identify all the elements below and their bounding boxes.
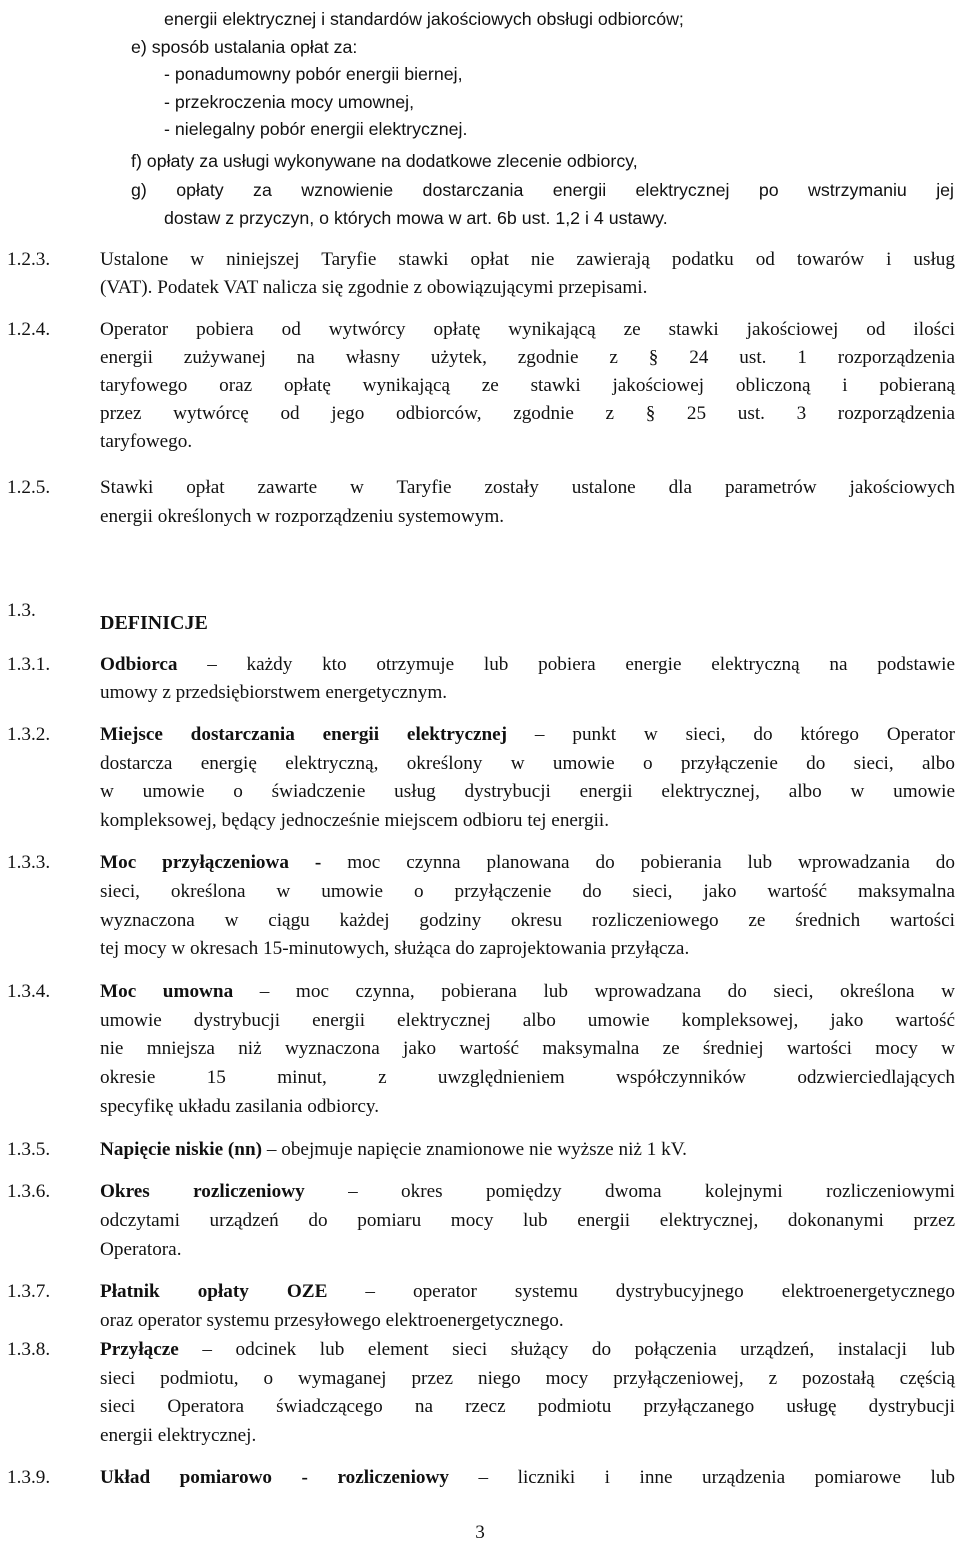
definition-text: tej mocy w okresach 15-minutowych, służąca do zaprojektowania przyłącza. [100, 938, 690, 959]
list-item-g: g) opłaty za wznowienie dostarczania energii elektrycznej po wstrzymaniu jej [131, 180, 954, 200]
definition-text: w umowie o świadczenie usług dystrybucji energii elektrycznej, albo w umowie [100, 781, 955, 802]
definition-text: specyfikę układu zasilania odbiorcy. [100, 1096, 380, 1117]
definition-number: 1.3.2. [7, 724, 51, 745]
definition-term: Płatnik opłaty OZE [100, 1281, 328, 1302]
definition-text: dostarcza energię elektryczną, określony w umowie o przyłączenie do sieci, albo [100, 753, 955, 774]
definition-text: energii elektrycznej. [100, 1425, 257, 1446]
list-subitem: - nielegalny pobór energii elektrycznej. [164, 119, 468, 139]
definition-number: 1.3.3. [7, 852, 51, 873]
list-item-g-cont: dostaw z przyczyn, o których mowa w art. 6b ust. 1,2 i 4 ustawy. [164, 208, 668, 228]
definition-number: 1.3.6. [7, 1181, 51, 1202]
section-number: 1.2.5. [7, 477, 51, 498]
definition-first-line: Płatnik opłaty OZE – operator systemu dystrybucyjnego elektroenergetycznego [100, 1281, 955, 1302]
definition-first-line: Przyłącze – odcinek lub element sieci służący do połączenia urządzeń, instalacji lub [100, 1339, 956, 1360]
definition-term: Okres rozliczeniowy [100, 1181, 305, 1202]
list-item-e: e) sposób ustalania opłat za: [131, 37, 358, 57]
list-subitem: - przekroczenia mocy umownej, [164, 92, 415, 112]
section-text: przez wytwórcę od jego odbiorców, zgodnie z § 25 ust. 3 rozporządzenia [100, 403, 955, 424]
definition-text: sieci Operatora świadczącego na rzecz podmiotu przyłączanego usługę dystrybucji [100, 1396, 955, 1417]
list-subitem: - ponadumowny pobór energii biernej, [164, 64, 463, 84]
definition-first-line: Moc przyłączeniowa - moc czynna planowana do pobierania lub wprowadzania do [100, 852, 955, 873]
definition-text: kompleksowej, będący jednocześnie miejscem odbioru tej energii. [100, 810, 610, 831]
definition-number: 1.3.7. [7, 1281, 51, 1302]
definition-number: 1.3.1. [7, 654, 51, 675]
section-text: taryfowego. [100, 431, 193, 452]
definition-number: 1.3.5. [7, 1139, 51, 1160]
definition-text: Operatora. [100, 1239, 182, 1260]
definition-first-line: Miejsce dostarczania energii elektrycznej – punkt w sieci, do którego Operator [100, 724, 956, 745]
section-text: taryfowego oraz opłatę wynikającą ze stawki jakościowej obliczoną i pobieraną [100, 375, 955, 396]
section-text: Stawki opłat zawarte w Taryfie zostały ustalone dla parametrów jakościowych [100, 477, 955, 498]
definition-term: Napięcie niskie (nn) [100, 1139, 263, 1160]
definition-text: oraz operator systemu przesyłowego elektroenergetycznego. [100, 1310, 564, 1331]
page-number: 3 [475, 1522, 485, 1543]
section-heading: DEFINICJE [100, 612, 208, 634]
definition-term: Moc umowna [100, 981, 234, 1002]
definition-text: umowy z przedsiębiorstwem energetycznym. [100, 682, 448, 703]
list-item-f: f) opłaty za usługi wykonywane na dodatkowe zlecenie odbiorcy, [131, 151, 638, 171]
definition-first-line: Układ pomiarowo - rozliczeniowy – liczniki i inne urządzenia pomiarowe lub [100, 1467, 956, 1488]
section-text: energii zużywanej na własny użytek, zgodnie z § 24 ust. 1 rozporządzenia [100, 347, 955, 368]
definition-number: 1.3.9. [7, 1467, 51, 1488]
definition-text: okresie 15 minut, z uwzględnieniem współczynników odzwierciedlających [100, 1067, 955, 1088]
list-continuation: energii elektrycznej i standardów jakościowych obsługi odbiorców; [164, 9, 684, 29]
definition-text: odczytami urządzeń do pomiaru mocy lub energii elektrycznej, dokonanymi przez [100, 1210, 955, 1231]
section-text: (VAT). Podatek VAT nalicza się zgodnie z obowiązującymi przepisami. [100, 277, 648, 298]
section-number: 1.2.4. [7, 319, 51, 340]
definition-term: Miejsce dostarczania energii elektrycznej [100, 724, 508, 745]
section-number: 1.2.3. [7, 249, 51, 270]
definition-text: sieci podmiotu, o wymaganej przez niego mocy przyłączeniowej, z pozostałą częścią [100, 1368, 955, 1389]
definition-text: umowie dystrybucji energii elektrycznej albo umowie kompleksowej, jako wartość [100, 1010, 955, 1031]
definition-text: nie mniejsza niż wyznaczona jako wartość maksymalna ze średniej wartości mocy w [100, 1038, 955, 1059]
definition-first-line: Odbiorca – każdy kto otrzymuje lub pobiera energie elektryczną na podstawie [100, 654, 956, 675]
definition-term: Moc przyłączeniowa - [100, 852, 322, 873]
section-text: energii określonych w rozporządzeniu systemowym. [100, 506, 505, 527]
definition-number: 1.3.8. [7, 1339, 51, 1360]
heading-number: 1.3. [7, 600, 36, 621]
definition-term: Odbiorca [100, 654, 178, 675]
section-text: Ustalone w niniejszej Taryfie stawki opłat nie zawierają podatku od towarów i usług [100, 249, 955, 270]
definition-text: sieci, określona w umowie o przyłączenie do sieci, jako wartość maksymalna [100, 881, 955, 902]
definition-text: wyznaczona w ciągu każdej godziny okresu rozliczeniowego ze średnich wartości [100, 910, 955, 931]
definition-first-line: Moc umowna – moc czynna, pobierana lub wprowadzana do sieci, określona w [100, 981, 955, 1002]
definition-number: 1.3.4. [7, 981, 51, 1002]
definition-first-line: Okres rozliczeniowy – okres pomiędzy dwoma kolejnymi rozliczeniowymi [100, 1181, 956, 1202]
definition-term: Układ pomiarowo - rozliczeniowy [100, 1467, 449, 1488]
section-text: Operator pobiera od wytwórcy opłatę wynikającą ze stawki jakościowej od ilości [100, 319, 955, 340]
definition-first-line: Napięcie niskie (nn) – obejmuje napięcie znamionowe nie wyższe niż 1 kV. [100, 1139, 687, 1160]
definition-term: Przyłącze [100, 1339, 179, 1360]
